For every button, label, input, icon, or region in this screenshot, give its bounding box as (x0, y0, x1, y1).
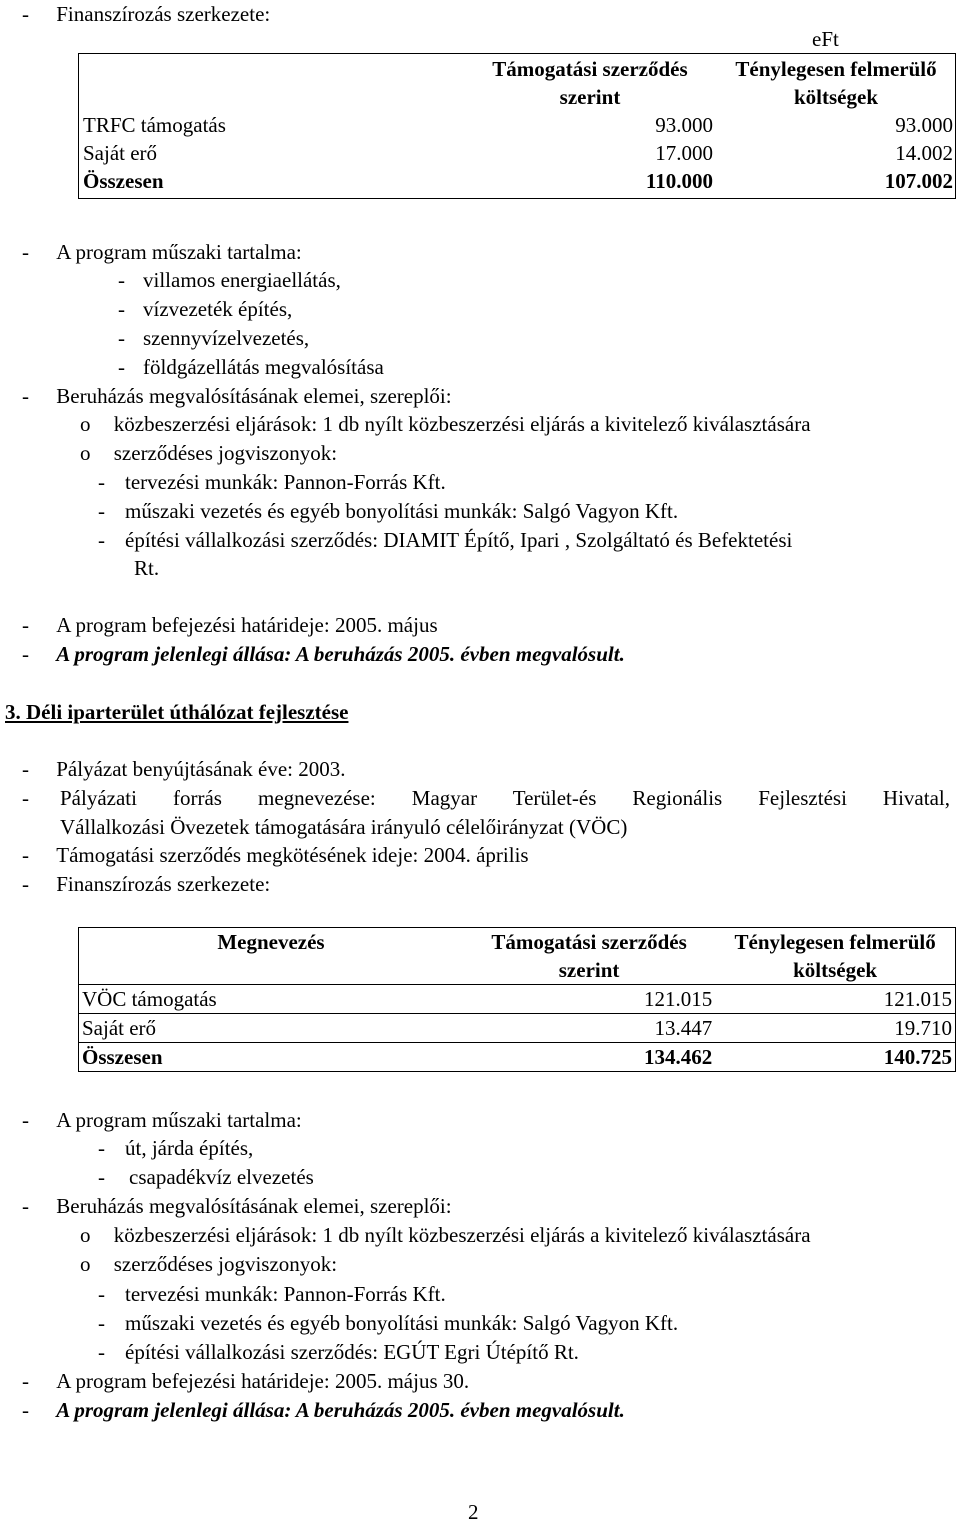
procurement-item: o közbeszerzési eljárások: 1 db nyílt közbeszerzési eljárás a kivitelező kiválasztására (80, 1223, 811, 1247)
table-cell: Összesen (83, 169, 164, 193)
table-cell: 17.000 (655, 141, 713, 165)
table-cell: 140.725 (883, 1045, 952, 1069)
contract-item: - építési vállalkozási szerződés: EGÚT Egri Útépítő Rt. (98, 1340, 579, 1364)
tech-item: - villamos energiaellátás, (118, 268, 341, 292)
table-cell: 110.000 (645, 169, 713, 193)
tech-item: - út, járda építés, (98, 1136, 254, 1160)
actors-heading-1: - Beruházás megvalósításának elemei, szereplői: (22, 384, 452, 408)
finance-heading-1 (22, 2, 270, 26)
contract-item: - műszaki vezetés és egyéb bonyolítási munkák: Salgó Vagyon Kft. (98, 499, 679, 523)
status-2: - A program jelenlegi állása: A beruházás 2005. évben megvalósult. (22, 1398, 625, 1422)
tech-heading-2: - A program műszaki tartalma: (22, 1108, 302, 1132)
table-cell: 19.710 (894, 1016, 952, 1040)
table-cell: 93.000 (655, 113, 713, 137)
funding-source-line2: Vállalkozási Övezetek támogatására irányuló célelőirányzat (VÖC) (60, 815, 628, 839)
application-year: - Pályázat benyújtásának éve: 2003. (22, 757, 346, 781)
table-cell: 134.462 (643, 1045, 713, 1069)
page-number: 2 (468, 1500, 479, 1524)
tech-heading-1: - A program műszaki tartalma: (22, 240, 302, 264)
table-cell: 121.015 (883, 987, 952, 1011)
table-header-cell: Támogatási szerződés szerint (491, 930, 687, 982)
table-cell: 13.447 (654, 1016, 713, 1040)
table-cell: Saját erő (82, 1016, 157, 1040)
funding-source-line1: Pályázati forrás megnevezése: Magyar Terület-és Regionális Fejlesztési Hivatal, (60, 786, 950, 810)
table-row (79, 1043, 956, 1072)
tech-item: - szennyvízelvezetés, (118, 326, 310, 350)
contract-item: - tervezési munkák: Pannon-Forrás Kft. (98, 470, 446, 494)
table-row (79, 985, 956, 1014)
table-header-cell: Ténylegesen felmerülő költségek (734, 930, 936, 982)
table-frame (78, 53, 956, 199)
tech-item: - vízvezeték építés, (118, 297, 293, 321)
contract-item: - tervezési munkák: Pannon-Forrás Kft. (98, 1282, 446, 1306)
table-cell: 107.002 (884, 169, 953, 193)
contract-item-continuation: Rt. (134, 556, 160, 580)
funding-source-dash: - (22, 786, 29, 810)
table-cell: VÖC támogatás (82, 987, 217, 1011)
status-1: - A program jelenlegi állása: A beruházás 2005. évben megvalósult. (22, 642, 625, 666)
table-header-cell: Megnevezés (217, 930, 325, 954)
finance-heading-2: - Finanszírozás szerkezete: (22, 872, 271, 896)
contract-item: - műszaki vezetés és egyéb bonyolítási munkák: Salgó Vagyon Kft. (98, 1311, 679, 1335)
table-row (79, 1014, 956, 1043)
table-cell: Saját erő (83, 141, 158, 165)
deadline-1: - A program befejezési határideje: 2005. május (22, 613, 438, 637)
table-top-border (78, 53, 956, 54)
table-cell: 93.000 (895, 113, 953, 137)
bullet-dash: - (22, 2, 29, 26)
table-cell: 121.015 (643, 987, 713, 1011)
table-cell: TRFC támogatás (83, 113, 226, 137)
contracts-heading: o szerződéses jogviszonyok: (80, 441, 338, 465)
tech-item: - csapadékvíz elvezetés (98, 1165, 314, 1189)
finance-table-2 (78, 927, 956, 1072)
tech-item: - földgázellátás megvalósítása (118, 355, 384, 379)
table-header-cell: Támogatási szerződés szerint (492, 57, 688, 109)
table-header-cell: Ténylegesen felmerülő költségek (735, 57, 937, 109)
procurement-item: o közbeszerzési eljárások: 1 db nyílt közbeszerzési eljárás a kivitelező kiválasztására (80, 412, 811, 436)
finance-heading-label: Finanszírozás szerkezete: (56, 2, 271, 26)
table-cell: 14.002 (895, 141, 953, 165)
table-cell: Összesen (82, 1045, 163, 1069)
contract-date: - Támogatási szerződés megkötésének ideje: 2004. április (22, 843, 529, 867)
section-title: 3. Déli iparterület úthálózat fejlesztése (5, 700, 349, 724)
unit-label: eFt (812, 27, 839, 51)
deadline-2: - A program befejezési határideje: 2005. május 30. (22, 1369, 470, 1393)
actors-heading-2: - Beruházás megvalósításának elemei, szereplői: (22, 1194, 452, 1218)
contract-item: - építési vállalkozási szerződés: DIAMIT Építő, Ipari , Szolgáltató és Befektetési (98, 528, 793, 552)
contracts-heading: o szerződéses jogviszonyok: (80, 1252, 338, 1276)
table-header-row (79, 928, 956, 985)
